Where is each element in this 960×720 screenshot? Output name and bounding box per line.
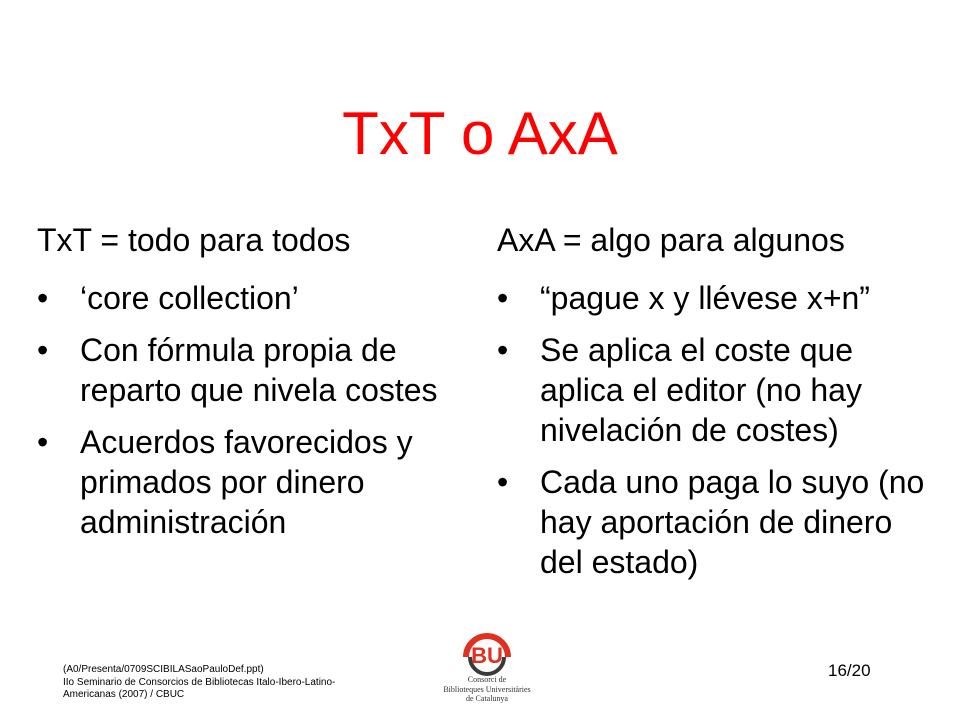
- bullet-icon: •: [497, 280, 509, 316]
- bullet-icon: •: [497, 332, 509, 368]
- logo-caption-line: de Catalunya: [466, 694, 508, 703]
- right-column: [497, 218, 927, 594]
- left-bullet-list: [37, 278, 447, 542]
- left-column: [37, 218, 447, 554]
- bu-logo-icon: [432, 630, 542, 676]
- bullet-icon: •: [37, 332, 49, 368]
- bullet-text: Se aplica el coste que aplica el editor (no hay nivelación de costes): [540, 332, 862, 448]
- logo-caption: [432, 675, 542, 704]
- bullet-text: “pague x y llévese x+n”: [540, 280, 870, 316]
- list-item: [37, 278, 447, 318]
- cbuc-logo: [432, 630, 542, 720]
- right-bullet-list: [497, 278, 927, 582]
- bullet-text: Acuerdos favorecidos y primados por dinero administración: [80, 424, 413, 540]
- footer-line: IIo Seminario de Consorcios de Bibliotecas Italo-Ibero-Latino-: [63, 676, 336, 688]
- list-item: [37, 422, 447, 542]
- logo-caption-line: Biblioteques Universitàries: [443, 684, 531, 694]
- list-item: [37, 330, 447, 410]
- logo-mark: BU: [471, 643, 503, 668]
- list-item: [497, 462, 927, 582]
- bullet-icon: •: [497, 464, 509, 500]
- bullet-icon: •: [37, 424, 49, 460]
- logo-caption-line: Consorci de: [467, 675, 507, 684]
- bullet-text: Cada uno paga lo suyo (no hay aportación de dinero del estado): [540, 464, 925, 580]
- page-number: 16/20: [828, 661, 871, 680]
- list-item: [497, 330, 927, 450]
- right-column-heading: AxA = algo para algunos: [497, 222, 845, 258]
- footer-line: Americanas (2007) / CBUC: [63, 689, 185, 700]
- bullet-text: Con fórmula propia de reparto que nivela costes: [80, 332, 438, 408]
- bullet-text: ‘core collection’: [80, 280, 299, 316]
- footer-line: (A0/Presenta/0709SCIBILASaoPauloDef.ppt): [63, 664, 264, 675]
- list-item: [497, 278, 927, 318]
- footer-source-note: [63, 664, 383, 702]
- bullet-icon: •: [37, 280, 49, 316]
- slide-title: TxT o AxA: [342, 100, 618, 167]
- left-column-heading: TxT = todo para todos: [37, 222, 351, 258]
